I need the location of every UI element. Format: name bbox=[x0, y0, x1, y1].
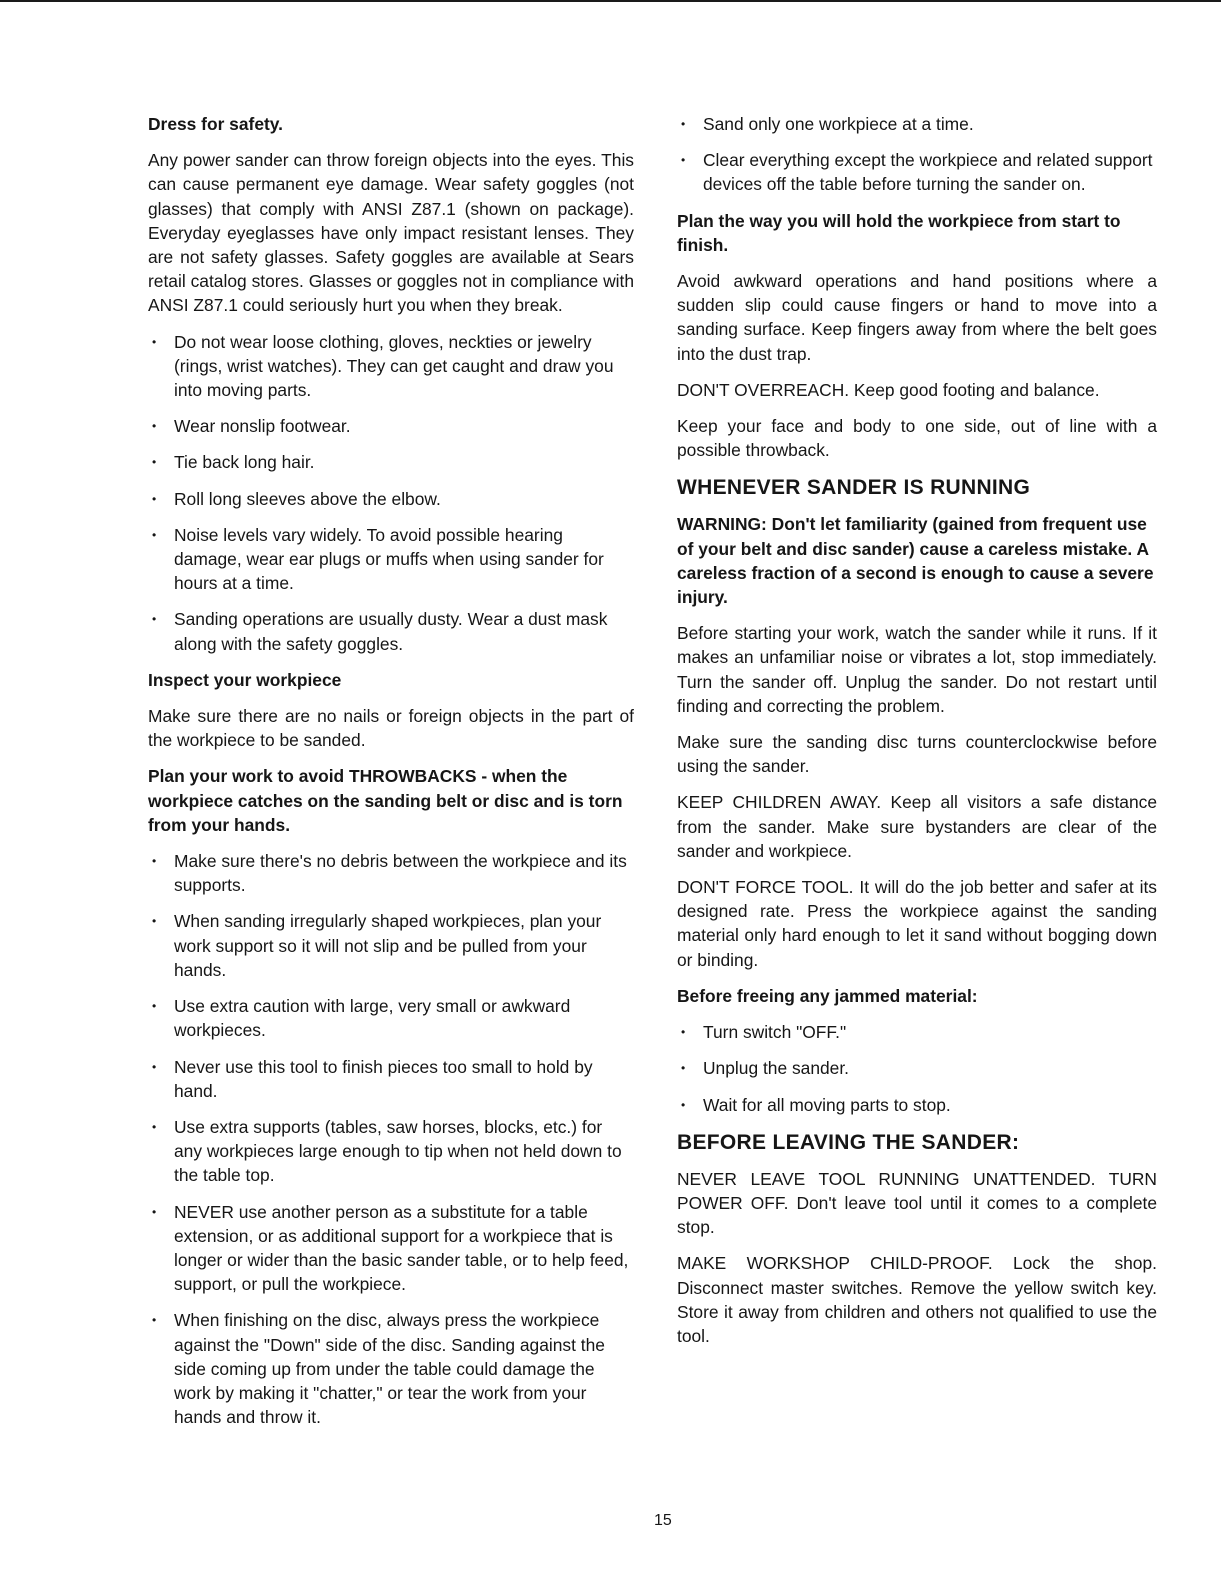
heading-whenever-running: WHENEVER SANDER IS RUNNING bbox=[677, 476, 1031, 500]
top-rule bbox=[0, 0, 1221, 2]
list-item: • Wait for all moving parts to stop. bbox=[677, 1093, 1157, 1117]
paragraph-face: Keep your face and body to one side, out of line with a possible throwback. bbox=[677, 416, 1157, 461]
list-item: • Unplug the sander. bbox=[677, 1056, 1157, 1080]
page-number: 15 bbox=[654, 1512, 672, 1529]
paragraph-overreach: DON'T OVERREACH. Keep good footing and balance. bbox=[677, 379, 1100, 400]
list-item: • Roll long sleeves above the elbow. bbox=[148, 487, 634, 511]
heading-before-leaving: BEFORE LEAVING THE SANDER: bbox=[677, 1130, 1020, 1154]
list-item: • Use extra supports (tables, saw horses, blocks, etc.) for any workpieces large enough to tip when not held down to the table top. bbox=[148, 1115, 634, 1188]
paragraph-workshop: MAKE WORKSHOP CHILD-PROOF. Lock the shop. Disconnect master switches. Remove the yellow switch key. Store it away from children and others not qualified to use the tool. bbox=[677, 1253, 1157, 1346]
heading-throwbacks: Plan your work to avoid THROWBACKS - when the workpiece catches on the sanding belt or disc and is torn from your hands. bbox=[148, 766, 623, 835]
paragraph-never-leave: NEVER LEAVE TOOL RUNNING UNATTENDED. TURN POWER OFF. Don't leave tool until it comes to a complete stop. bbox=[677, 1168, 1157, 1238]
heading-inspect-workpiece: Inspect your workpiece bbox=[148, 669, 342, 690]
workpiece-list bbox=[677, 112, 1157, 197]
warning-text: WARNING: Don't let familiarity (gained from frequent use of your belt and disc sander) cause a careless mistake. A careless fraction of a second is enough to cause a severe injury. bbox=[677, 514, 1154, 608]
heading-jammed-material: Before freeing any jammed material: bbox=[677, 985, 978, 1006]
list-item: • When sanding irregularly shaped workpieces, plan your work support so it will not slip and be pulled from your hands. bbox=[148, 909, 634, 982]
list-item: • Noise levels vary widely. To avoid possible hearing damage, wear ear plugs or muffs when using sander for hours at a time. bbox=[148, 523, 634, 596]
list-item: • Tie back long hair. bbox=[148, 450, 634, 474]
list-item: • Sanding operations are usually dusty. Wear a dust mask along with the safety goggles. bbox=[148, 607, 634, 655]
right-column bbox=[677, 112, 1157, 1360]
paragraph-safety-goggles: Any power sander can throw foreign objects into the eyes. This can cause permanent eye damage. Wear safety goggles (not glasses) that comply with ANSI Z87.1 (shown on package). Everyday eyeglasses have only impact resistant lenses. They are not safety glasses. Safety goggles are available at Sears retail catalog stores. Glasses or goggles not in compliance with ANSI Z87.1 could seriously hurt you when they break. bbox=[148, 150, 634, 316]
list-item: • NEVER use another person as a substitute for a table extension, or as additional support for a workpiece that is longer or wider than the basic sander table, or to help feed, support, or pull the workpiece. bbox=[148, 1200, 634, 1297]
heading-hold-workpiece: Plan the way you will hold the workpiece from start to finish. bbox=[677, 210, 1121, 255]
paragraph-disc-direction: Make sure the sanding disc turns counterclockwise before using the sander. bbox=[677, 732, 1157, 777]
throwback-list bbox=[148, 849, 634, 1429]
paragraph-inspect: Make sure there are no nails or foreign objects in the part of the workpiece to be sanded. bbox=[148, 706, 634, 751]
left-column bbox=[148, 112, 634, 1441]
list-item: • Use extra caution with large, very small or awkward workpieces. bbox=[148, 994, 634, 1042]
paragraph-children: KEEP CHILDREN AWAY. Keep all visitors a safe distance from the sander. Make sure bystanders are clear of the sander and workpiece. bbox=[677, 792, 1157, 861]
paragraph-force-tool: DON'T FORCE TOOL. It will do the job better and safer at its designed rate. Press the workpiece against the sanding material only hard enough to let it sand without bogging down or binding. bbox=[677, 877, 1157, 970]
jammed-list bbox=[677, 1020, 1157, 1117]
paragraph-awkward: Avoid awkward operations and hand positions where a sudden slip could cause fingers or hand to move into a sanding surface. Keep fingers away from where the belt goes into the dust trap. bbox=[677, 271, 1157, 364]
list-item: • Wear nonslip footwear. bbox=[148, 414, 634, 438]
list-item: • Sand only one workpiece at a time. bbox=[677, 112, 1157, 136]
list-item: • Never use this tool to finish pieces too small to hold by hand. bbox=[148, 1055, 634, 1103]
list-item: • Do not wear loose clothing, gloves, neckties or jewelry (rings, wrist watches). They can get caught and draw you into moving parts. bbox=[148, 330, 634, 403]
dress-safety-list bbox=[148, 330, 634, 656]
heading-dress-for-safety: Dress for safety. bbox=[148, 114, 283, 134]
paragraph-before-start: Before starting your work, watch the sander while it runs. If it makes an unfamiliar noise or vibrates a lot, stop immediately. Turn the sander off. Unplug the sander. Do not restart until finding and correcting the problem. bbox=[677, 623, 1157, 716]
list-item: • Turn switch "OFF." bbox=[677, 1020, 1157, 1044]
list-item: • Make sure there's no debris between the workpiece and its supports. bbox=[148, 849, 634, 897]
list-item: • When finishing on the disc, always press the workpiece against the "Down" side of the disc. Sanding against the side coming up from under the table could damage the work by making it "chatter," or tear the work from your hands and throw it. bbox=[148, 1308, 634, 1429]
list-item: • Clear everything except the workpiece and related support devices off the table before turning the sander on. bbox=[677, 148, 1157, 196]
